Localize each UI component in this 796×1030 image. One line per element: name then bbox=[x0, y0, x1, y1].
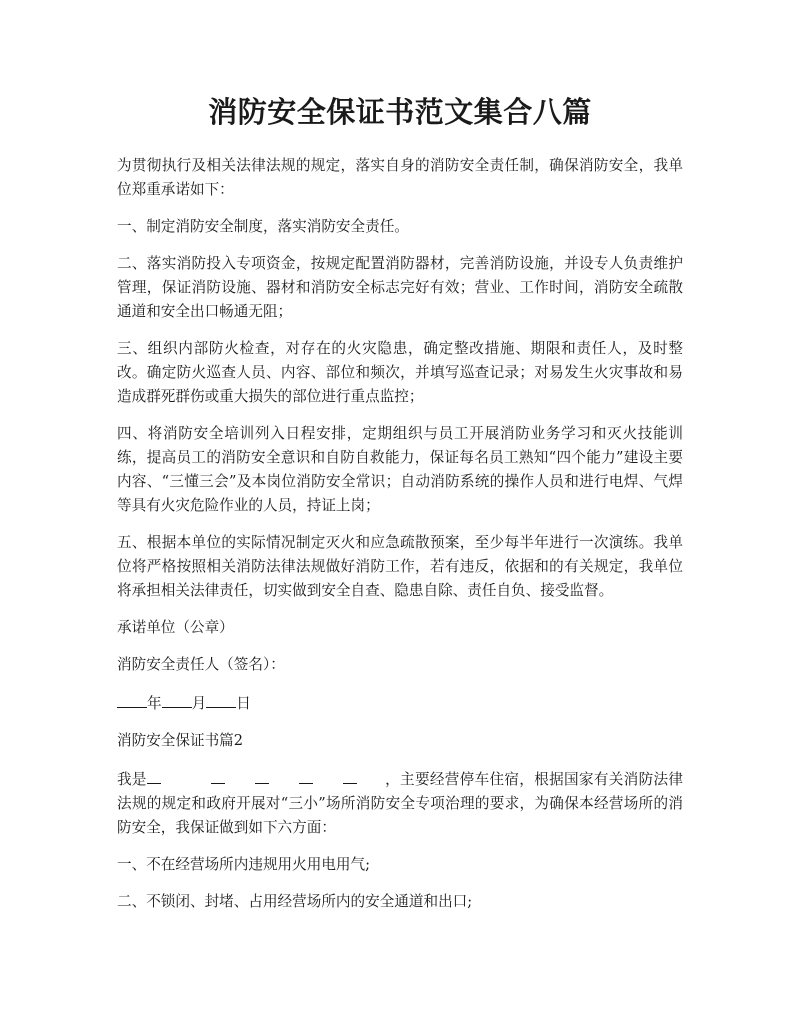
section2-item-1: 一、不在经营场所内违规用火用电用气; bbox=[117, 856, 371, 873]
date-line bbox=[117, 690, 683, 716]
pledge-unit-line: 承诺单位（公章） bbox=[117, 619, 234, 636]
day-label: 日 bbox=[236, 695, 251, 712]
year-label: 年 bbox=[147, 695, 162, 712]
clause-4: 四、将消防安全培训列入日程安排，定期组织与员工开展消防业务学习和灭火技能训练，提高员工的消防安全意识和自防自救能力，保证每名员工熟知“四个能力”建设主要内容、“三懂三会”及本岗位消防安全常识；自动消防系统的操作人员和进行电焊、气焊等具有火灾危险作业的人员，持证上岗； bbox=[117, 425, 683, 514]
signature-line: 消防安全责任人（签名）： bbox=[117, 656, 285, 673]
section2-intro-rest: ，主要经营停车住宿，根据国家有关消防法律法规的规定和政府开展对“三小”场所消防安全专项治理的要求，为确保本经营场所的消防安全，我保证做到如下六方面： bbox=[117, 771, 683, 836]
name-blank-4 bbox=[299, 766, 313, 784]
intro-paragraph: 为贯彻执行及相关法律法规的规定，落实自身的消防安全责任制，确保消防安全，我单位郑重承诺如下： bbox=[117, 157, 683, 198]
name-blank-1 bbox=[147, 766, 161, 784]
clause-3: 三、组织内部防火检查，对存在的火灾隐患，确定整改措施、期限和责任人，及时整改。确定防火巡查人员、内容、部位和频次，并填写巡查记录；对易发生火灾事故和易造成群死群伤或重大损失的部位进行重点监控； bbox=[117, 340, 683, 405]
day-blank bbox=[206, 690, 236, 708]
document-title: 消防安全保证书范文集合八篇 bbox=[208, 95, 592, 129]
name-blank-5 bbox=[343, 766, 357, 784]
clause-5: 五、根据本单位的实际情况制定灭火和应急疏散预案，至少每半年进行一次演练。我单位将严格按照相关消防法律法规做好消防工作，若有违反，依据和的有关规定，我单位将承担相关法律责任，切实做到安全自查、隐患自除、责任自负、接受监督。 bbox=[117, 534, 683, 599]
section2-item-2: 二、不锁闭、封堵、占用经营场所内的安全通道和出口; bbox=[117, 893, 473, 910]
section2-heading: 消防安全保证书篇2 bbox=[117, 732, 244, 749]
section2-intro-start: 我是 bbox=[117, 771, 147, 788]
name-blank-3 bbox=[255, 766, 269, 784]
section2-intro bbox=[117, 766, 683, 840]
name-blank-2 bbox=[211, 766, 225, 784]
month-blank bbox=[162, 690, 192, 708]
clause-2: 二、落实消防投入专项资金，按规定配置消防器材，完善消防设施，并设专人负责维护管理，保证消防设施、器材和消防安全标志完好有效；营业、工作时间，消防安全疏散通道和安全出口畅通无阻； bbox=[117, 255, 683, 320]
month-label: 月 bbox=[191, 695, 207, 712]
year-blank bbox=[117, 690, 147, 708]
clause-1: 一、制定消防安全制度，落实消防安全责任。 bbox=[117, 218, 409, 235]
document-page bbox=[117, 92, 683, 927]
